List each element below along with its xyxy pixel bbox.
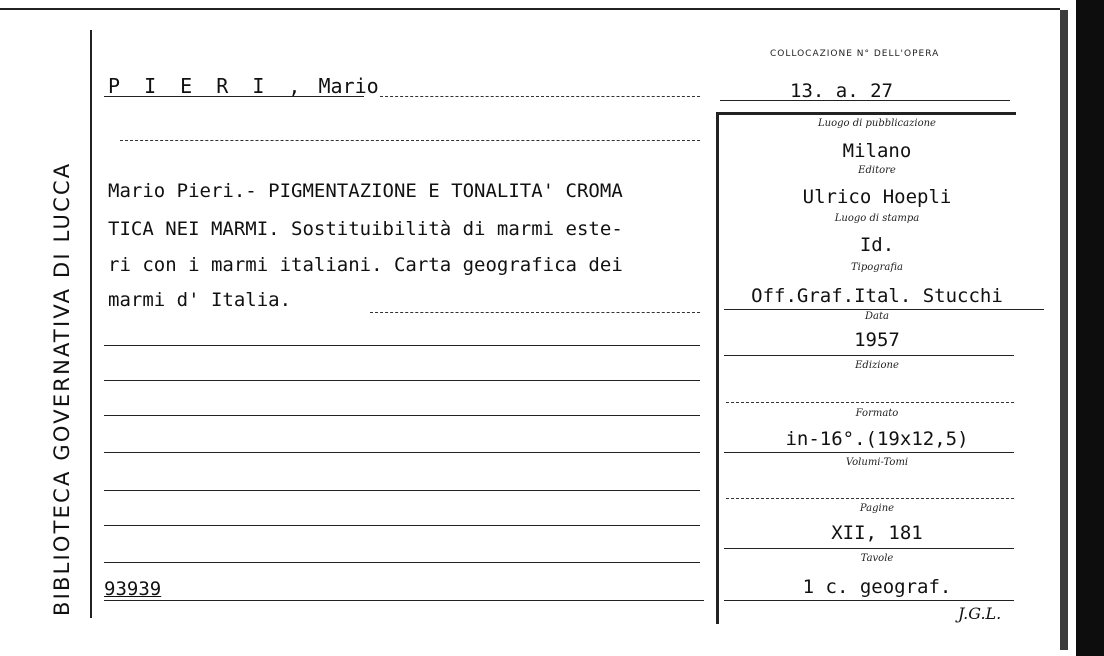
description-line-4: marmi d' Italia. <box>108 289 292 311</box>
ruled-line <box>104 562 700 563</box>
data-underline <box>724 355 1014 356</box>
label-data: Data <box>865 311 889 322</box>
label-tavole: Tavole <box>860 553 894 564</box>
volumi-line <box>726 498 1014 499</box>
value-data: 1957 <box>854 329 900 351</box>
collocazione-header: COLLOCAZIONE N° DELL'OPERA <box>770 49 940 59</box>
author-heading <box>108 74 379 98</box>
bottom-rule <box>104 600 704 601</box>
ruled-line <box>104 525 700 526</box>
value-tipografia: Off.Graf.Ital. Stucchi <box>751 285 1003 307</box>
ruled-line <box>104 452 700 453</box>
ruled-line <box>104 380 700 381</box>
ruled-line <box>104 415 700 416</box>
description-line-1: Mario Pieri.- PIGMENTAZIONE E TONALITA' CROMA <box>108 180 623 202</box>
description-line-2: TICA NEI MARMI. Sostituibilità di marmi este- <box>108 218 623 240</box>
tipografia-underline <box>724 309 1044 310</box>
left-margin-rule <box>90 30 92 618</box>
value-luogo-stampa: Id. <box>859 234 895 256</box>
value-formato: in-16°.(19x12,5) <box>785 428 969 450</box>
card-edge <box>1076 0 1104 656</box>
description-tail-dash <box>370 312 700 313</box>
formato-underline <box>724 452 1014 453</box>
author-name: Mario <box>318 74 379 98</box>
label-luogo-stampa: Luogo di stampa <box>834 213 920 224</box>
author-dash-line <box>380 96 700 97</box>
cataloguer-signature: J.G.L. <box>958 604 1002 623</box>
collocazione-underline <box>720 100 1010 101</box>
right-column-top <box>716 112 1016 115</box>
top-border <box>0 8 1060 10</box>
library-name: BIBLIOTECA GOVERNATIVA DI LUCCA <box>50 161 74 616</box>
value-luogo-pubblicazione: Milano <box>842 140 912 162</box>
label-luogo-pubblicazione: Luogo di pubblicazione <box>818 118 936 129</box>
ruled-line <box>104 345 700 346</box>
author-surname: P I E R I , <box>108 74 307 98</box>
label-tipografia: Tipografia <box>850 262 904 273</box>
value-tavole: 1 c. geograf. <box>802 576 952 598</box>
edizione-line <box>726 402 1014 403</box>
label-volumi-tomi: Volumi-Tomi <box>845 457 909 468</box>
value-editore: Ulrico Hoepli <box>802 186 952 208</box>
label-formato: Formato <box>855 408 899 419</box>
value-pagine: XII, 181 <box>831 522 923 544</box>
label-pagine: Pagine <box>859 503 895 514</box>
inventory-number: 93939 <box>104 578 162 600</box>
label-edizione: Edizione <box>855 360 899 371</box>
author-underline <box>104 96 364 97</box>
ruled-line <box>104 490 700 491</box>
description-line-3: ri con i marmi italiani. Carta geografica dei <box>108 254 623 276</box>
collocazione-value: 13. a. 27 <box>790 80 893 102</box>
card-edge-shadow <box>1060 10 1068 650</box>
pagine-underline <box>724 548 1014 549</box>
blank-dash-line <box>120 140 700 141</box>
label-editore: Editore <box>858 165 896 176</box>
tavole-underline <box>724 600 1014 601</box>
